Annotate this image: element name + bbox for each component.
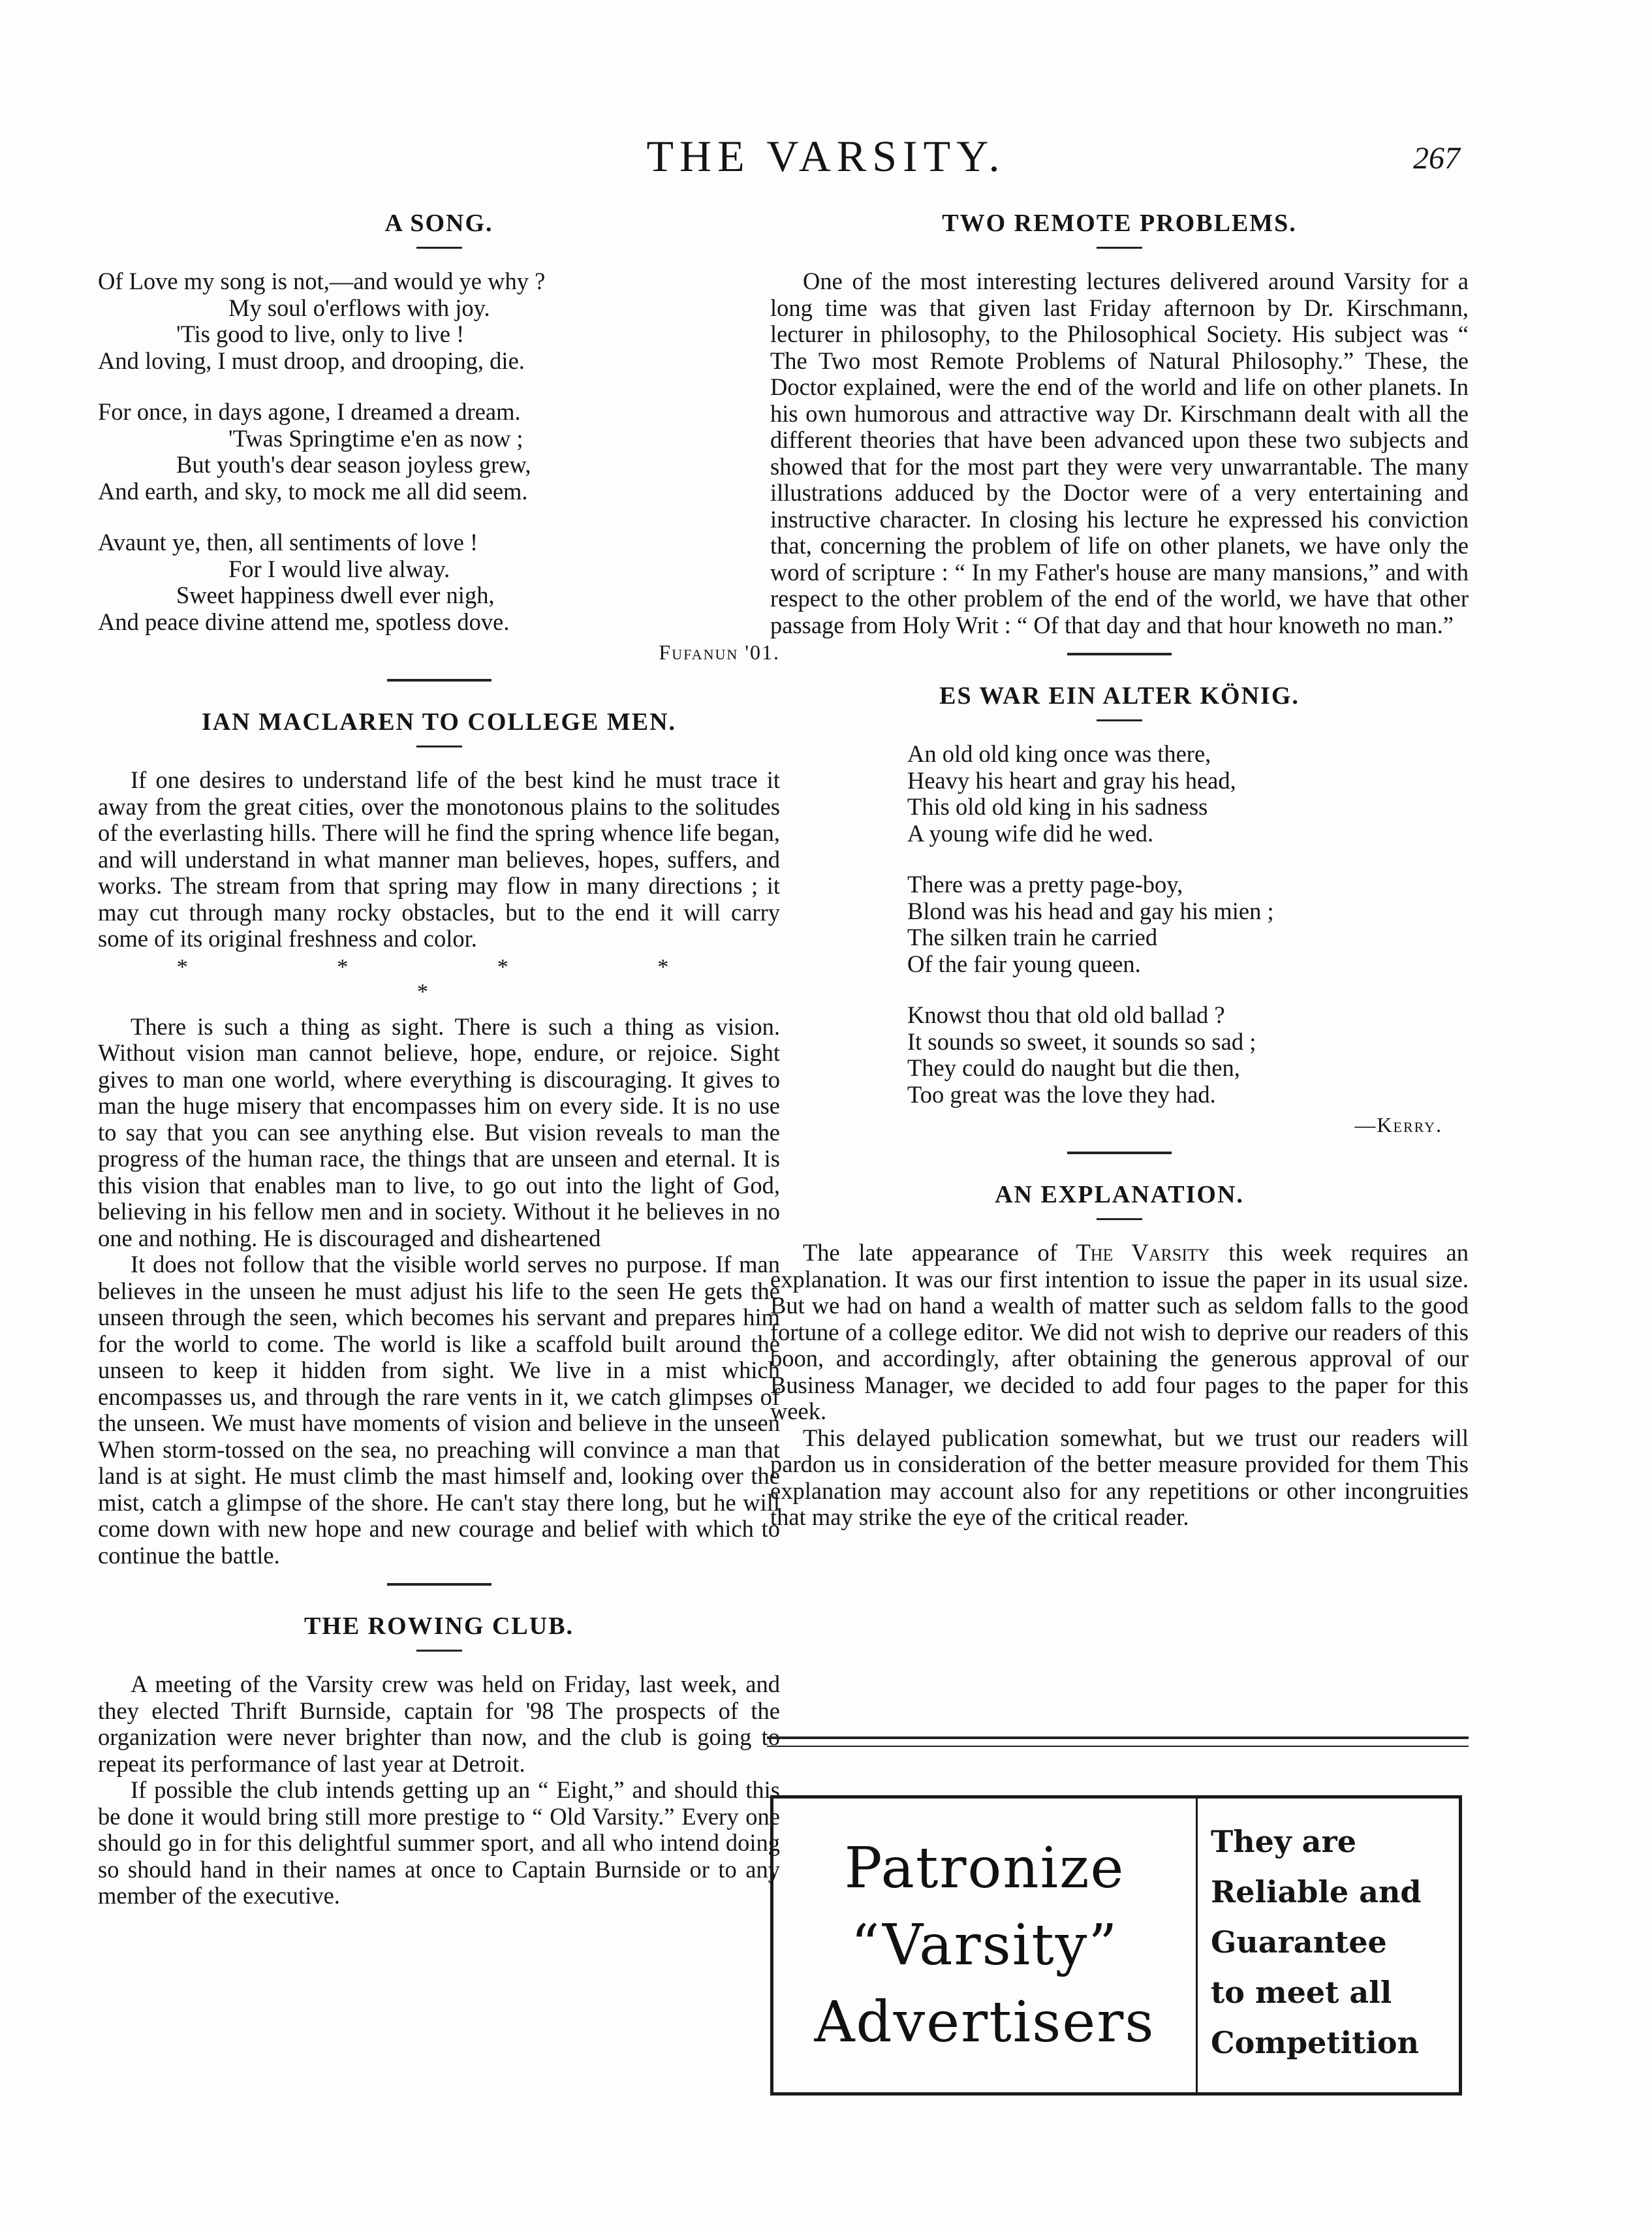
poem-line: And peace divine attend me, spotless dove. <box>98 608 510 635</box>
poem-line: But youth's dear season joyless grew, <box>176 451 531 478</box>
title-dash <box>1097 1218 1142 1220</box>
poem-stanza <box>98 268 780 374</box>
explanation-paragraph-2: This delayed publication somewhat, but we trust our readers will pardon us in consideration of the better measure provided for them This explanation may account also for any repetitions or other incongruities that may strike the eye of the critical reader. <box>770 1424 1469 1530</box>
ad-line: Guarantee <box>1211 1924 1387 1960</box>
maclaren-title: IAN MACLAREN TO COLLEGE MEN. <box>201 708 677 736</box>
right-column <box>770 209 1469 1531</box>
maclaren-paragraph-2: There is such a thing as sight. There is such a thing as vision. Without vision man cannot believe, hope, endure, or rejoice. Sight gives to man one world, where everything is discouraging. It gives to man the huge misery that encompasses him on every side. It is no use to say that you can see anything else. But vision reveals to man the progress of the human race, the things that are unseen and eternal. It is this vision that enables man to live, to go out into the light of God, believing in his fellow men and in society. Without it he believes in no one and nothing. He is discouraged and disheartened <box>98 1013 780 1251</box>
problems-paragraph: One of the most interesting lectures delivered around Varsity for a long time was that given last Friday afternoon by Dr. Kirschmann, lecturer in philosophy, to the Philosophical Society. His subject was “ The Two most Remote Problems of Natural Philosophy.” These, the Doctor explained, were the end of the world and life on other planets. In his own humorous and attractive way Dr. Kirschmann dealt with all the different theories that have been advanced upon these two subjects and showed that for the most part they were very unwarrantable. The many illustrations adduced by the Doctor were of a very entertaining and instructive character. In closing his lecture he expressed his conviction that, concerning the problem of life on other planets, we have only the word of scripture : “ In my Father's house are many mansions,” and with respect to the other problem of the end of the world, we have that other passage from Holy Writ : “ Of that day and that hour knoweth no man.” <box>770 268 1469 638</box>
maclaren-paragraph-1: If one desires to understand life of the best kind he must trace it away from the great cities, over the monotonous plains to the solitudes of the everlasting hills. There will he find the spring whence life began, and will understand in what manner man believes, hopes, suffers, and works. The stream from that spring may flow in many directions ; it may cut through many rocky obstacles, but to the end it will carry some of its original freshness and color. <box>98 766 780 952</box>
poem-line: There was a pretty page-boy, <box>907 871 1183 898</box>
konig-article <box>770 682 1469 1137</box>
ad-line: Patronize <box>844 1836 1125 1901</box>
explanation-title: AN EXPLANATION. <box>995 1181 1244 1208</box>
section-rule <box>1067 1152 1172 1154</box>
poem-line: Knowst thou that old old ballad ? <box>907 1001 1225 1028</box>
left-column <box>98 209 780 1909</box>
poem-line: And earth, and sky, to mock me all did seem. <box>98 477 528 505</box>
rowing-title: THE ROWING CLUB. <box>304 1612 574 1640</box>
ad-line: to meet all <box>1211 1975 1392 2010</box>
poem-line: Too great was the love they had. <box>907 1080 1216 1108</box>
song-article <box>98 209 780 665</box>
maclaren-article <box>98 708 780 1569</box>
rowing-paragraph-2: If possible the club intends getting up an “ Eight,” and should this be done it would bring still more prestige to “ Old Varsity.” Every one should go in for this delightful summer sport, and all who intend doing so should hand in their names at once to Captain Burnside or to any member of the executive. <box>98 1776 780 1909</box>
poem-line: 'Tis good to live, only to live ! <box>176 321 465 347</box>
poem-line: For once, in days agone, I dreamed a dream. <box>98 398 521 425</box>
advertisement-box <box>770 1795 1462 2096</box>
problems-article <box>770 209 1469 638</box>
poem-line: Of the fair young queen. <box>907 950 1141 977</box>
section-rule <box>1067 653 1172 655</box>
poem-line: Of Love my song is not,—and would ye why ? <box>98 268 546 294</box>
poem-line: An old old king once was there, <box>907 740 1211 767</box>
title-dash <box>1097 719 1142 721</box>
title-dash <box>416 1650 462 1652</box>
poem-line: My soul o'erflows with joy. <box>228 294 490 321</box>
masthead: THE VARSITY. <box>646 131 1006 181</box>
advertisement-slogan <box>773 1798 1198 2092</box>
poem-stanza <box>907 1002 1469 1108</box>
poem-line: The silken train he carried <box>907 924 1158 950</box>
explanation-paragraph-1 <box>770 1240 1469 1425</box>
poem-line: For I would live alway. <box>228 555 450 582</box>
poem-line: 'Twas Springtime e'en as now ; <box>228 424 523 452</box>
title-dash <box>1097 247 1142 249</box>
poem-line: A young wife did he wed. <box>907 819 1154 847</box>
song-signature: Fufanun '01. <box>659 640 780 664</box>
poem-line: Avaunt ye, then, all sentiments of love ! <box>98 529 478 556</box>
ad-line: Reliable and <box>1211 1874 1422 1909</box>
double-rule <box>767 1736 1469 1747</box>
paper-name: The Varsity <box>1076 1239 1210 1266</box>
poem-stanza <box>98 529 780 635</box>
section-rule <box>387 679 491 682</box>
rowing-article <box>98 1612 780 1909</box>
title-dash <box>416 746 462 747</box>
maclaren-paragraph-3: It does not follow that the visible world serves no purpose. If man believes in the unseen he must adjust his life to the seen He gets the unseen through the seen, which becomes his servant and prepares him for the world to come. The world is like a scaffold built around the unseen to keep it hidden from sight. We live in a mist which encompasses us, and through the rare vents in it, we catch glimpses of the unseen. We must have moments of vision and believe in the unseen When storm-tossed on the sea, no preaching will convince a man that land is at sight. He must climb the mast himself and, looking over the mist, catch a glimpse of the shore. He can't stay there long, but he will come down with new hope and new courage and belief with which to continue the battle. <box>98 1251 780 1569</box>
poem-stanza <box>907 741 1469 847</box>
explanation-article <box>770 1180 1469 1531</box>
poem-line: It sounds so sweet, it sounds so sad ; <box>907 1028 1256 1055</box>
explanation-text: The late appearance of <box>803 1239 1076 1266</box>
poem-line: Sweet happiness dwell ever nigh, <box>176 582 495 608</box>
poem-line: This old old king in his sadness <box>907 793 1208 820</box>
rowing-paragraph-1: A meeting of the Varsity crew was held on Friday, last week, and they elected Thrift Burnside, captain for '98 The prospects of the organization were never brighter than now, and the club is going to repeat its performance of last year at Detroit. <box>98 1671 780 1777</box>
poem-stanza <box>98 399 780 505</box>
song-title: A SONG. <box>384 210 493 237</box>
poem-line: And loving, I must droop, and drooping, die. <box>98 347 525 374</box>
konig-title: ES WAR EIN ALTER KÖNIG. <box>939 682 1300 710</box>
ad-line: Advertisers <box>814 1990 1155 2055</box>
title-dash <box>416 247 462 249</box>
explanation-text: this week requires an explanation. It was our first intention to issue the paper in its usual size. But we had on hand a wealth of matter such as seldom falls to the good fortune of a college editor. We did not wish to deprive our readers of this boon, and accordingly, after obtaining the generous approval of our Business Manager, we decided to add four pages to the paper for this week. <box>770 1239 1469 1424</box>
poem-line: They could do naught but die then, <box>907 1054 1240 1081</box>
ad-line: They are <box>1211 1824 1356 1859</box>
section-stars: * * * * * <box>176 954 741 1004</box>
konig-poem <box>770 741 1469 1108</box>
song-poem <box>98 268 780 635</box>
poem-line: Heavy his heart and gray his head, <box>907 766 1236 794</box>
section-rule <box>387 1583 491 1586</box>
konig-signature: —Kerry. <box>1354 1113 1442 1137</box>
ad-line: Competition <box>1211 2025 1419 2060</box>
poem-line: Blond was his head and gay his mien ; <box>907 897 1274 924</box>
poem-stanza <box>907 872 1469 977</box>
advertisement-tagline <box>1211 1817 1459 2068</box>
ad-line: “Varsity” <box>850 1913 1119 1978</box>
page-number: 267 <box>1413 141 1460 176</box>
problems-title: TWO REMOTE PROBLEMS. <box>942 210 1297 237</box>
